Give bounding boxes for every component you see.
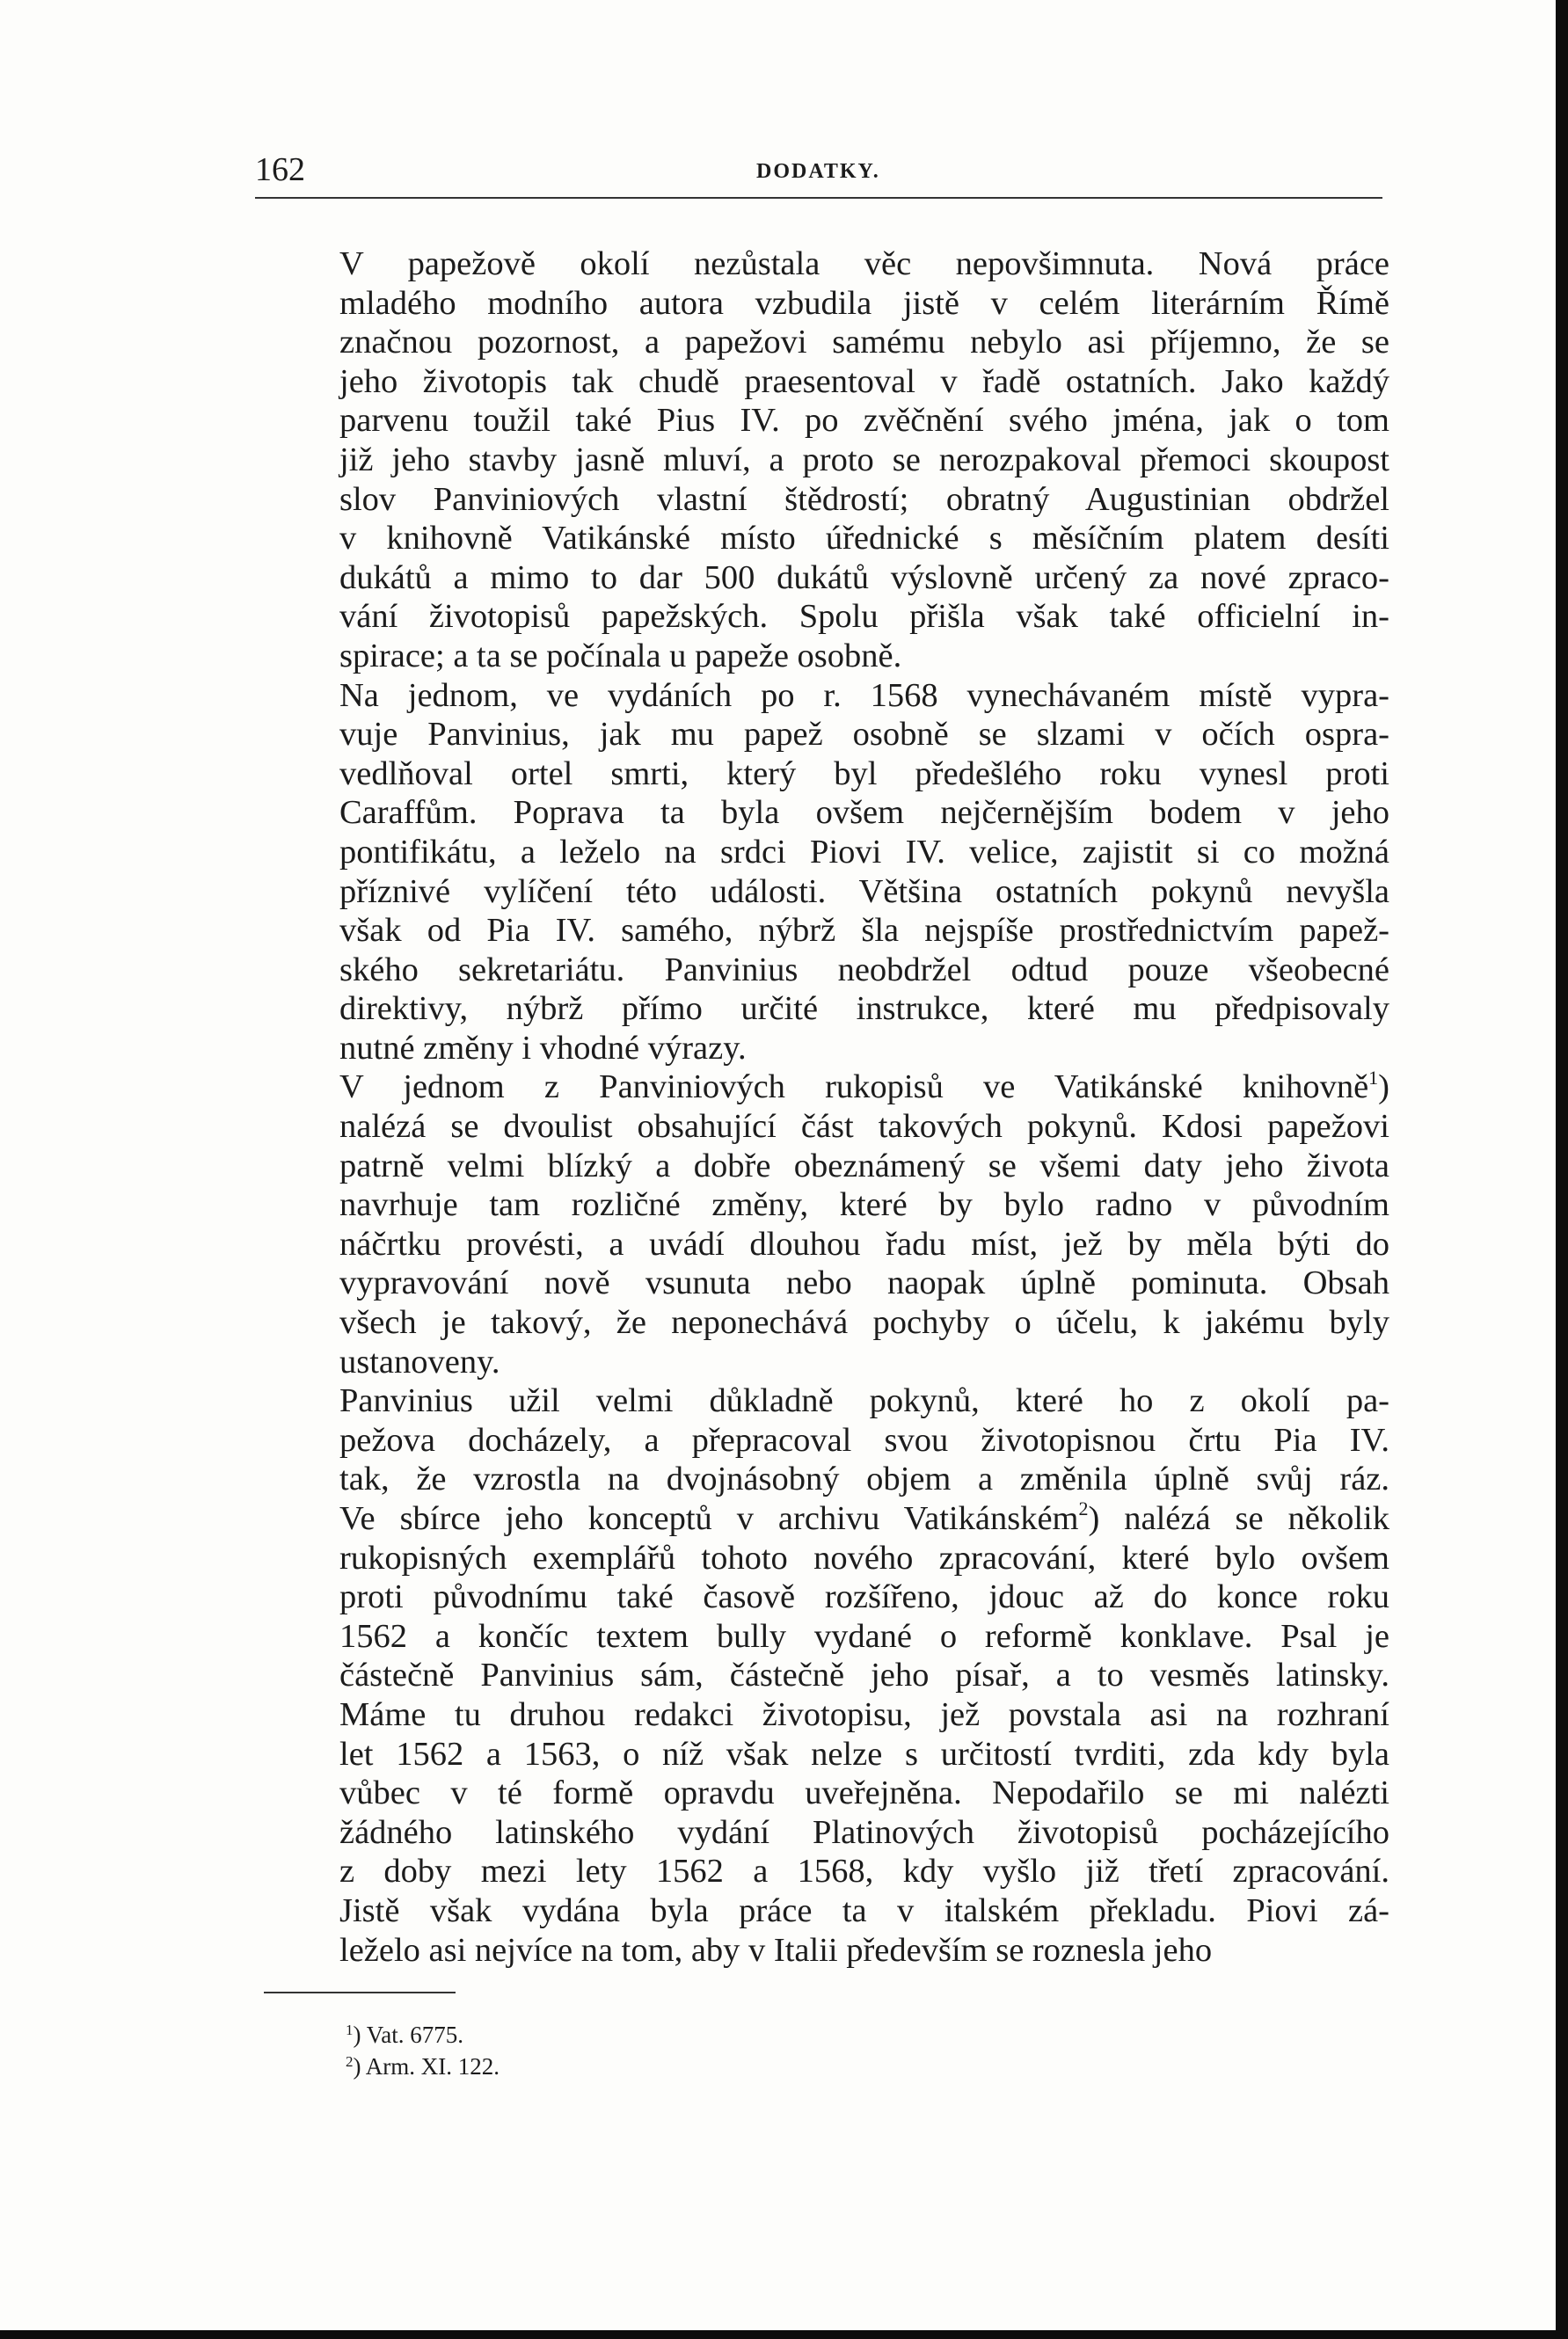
footnote xyxy=(346,2021,500,2052)
text-line: patrně velmi blízký a dobře obeznámený se všemi daty jeho života xyxy=(339,1147,1389,1184)
footnote-reference: 2 xyxy=(1078,1497,1089,1520)
text-line: nalézá se dvoulist obsahující část takových pokynů. Kdosi papežovi xyxy=(339,1108,1389,1146)
footnote-text: ) Vat. 6775. xyxy=(353,2022,463,2048)
text-line: dukátů a mimo to dar 500 dukátů výslovně určený za nové zpraco- xyxy=(339,558,1389,596)
footnote-rule xyxy=(264,1992,456,1993)
body-text xyxy=(262,244,1389,1970)
text-line: Caraffům. Poprava ta byla ovšem nejčernějším bodem v jeho xyxy=(339,794,1389,832)
text-line: parvenu toužil také Pius IV. po zvěčnění svého jména, jak o tom xyxy=(339,402,1389,440)
text-line: nutné změny i vhodné výrazy. xyxy=(339,1029,747,1067)
text-line: vůbec v té formě opravdu uveřejněna. Nepodařilo se mi nalézti xyxy=(339,1774,1389,1812)
text-line: 1562 a končíc textem bully vydané o reformě konklave. Psal je xyxy=(339,1617,1389,1655)
text-line: mladého modního autora vzbudila jistě v celém literárním Římě xyxy=(339,284,1389,322)
text-line: příznivé vylíčení této události. Většina ostatních pokynů nevyšla xyxy=(339,872,1389,910)
footnote-reference: 1 xyxy=(1368,1066,1379,1089)
text-line: V jednom z Panviniových rukopisů ve Vatikánské knihovně$^1$) xyxy=(339,1066,1389,1106)
running-head: DODATKY. xyxy=(756,160,880,183)
text-line: Panvinius užil velmi důkladně pokynů, které ho z okolí pa- xyxy=(339,1382,1389,1420)
footnote-mark: 1 xyxy=(346,2022,354,2038)
paragraph xyxy=(262,1381,1389,1970)
text-line: částečně Panvinius sám, částečně jeho písař, a to vesměs latinsky. xyxy=(339,1657,1389,1694)
text-line: žádného latinského vydání Platinových životopisů pocházejícího xyxy=(339,1813,1389,1851)
footnotes xyxy=(346,2021,500,2084)
paragraph xyxy=(262,244,1389,676)
text-line: ustanoveny. xyxy=(339,1343,500,1381)
text-line: z doby mezi lety 1562 a 1568, kdy vyšlo již třetí zpracování. xyxy=(339,1853,1389,1891)
text-line: pontifikátu, a leželo na srdci Piovi IV. velice, zajistit si co možná xyxy=(339,833,1389,871)
text-line: Jistě však vydána byla práce ta v italském překladu. Piovi zá- xyxy=(339,1891,1389,1929)
text-line: navrhuje tam rozličné změny, které by bylo radno v původním xyxy=(339,1186,1389,1224)
text-line: vání životopisů papežských. Spolu přišla však také officielní in- xyxy=(339,598,1389,636)
text-line: vypravování nově vsunuta nebo naopak úplně pominuta. Obsah xyxy=(339,1264,1389,1302)
text-line: značnou pozornost, a papežovi samému nebylo asi příjemno, že se xyxy=(339,324,1389,361)
footnote-mark: 2 xyxy=(346,2053,354,2070)
text-line: vuje Panvinius, jak mu papež osobně se slzami v očích ospra- xyxy=(339,716,1389,754)
text-line: Ve sbírce jeho konceptů v archivu Vatikánském$^2$) nalézá se několik xyxy=(339,1497,1390,1537)
text-line: tak, že vzrostla na dvojnásobný objem a změnila úplně svůj ráz. xyxy=(339,1461,1389,1498)
footnote-text: ) Arm. XI. 122. xyxy=(353,2053,500,2080)
text-line: již jeho stavby jasně mluví, a proto se nerozpakoval přemoci skoupost xyxy=(339,441,1389,478)
text-line: všech je takový, že neponechává pochyby o účelu, k jakému byly xyxy=(339,1304,1389,1342)
header-rule xyxy=(255,197,1382,199)
scan-edge-bottom xyxy=(0,2330,1568,2339)
text-line: proti původnímu také časově rozšířeno, jdouc až do konce roku xyxy=(339,1578,1389,1616)
text-line: Máme tu druhou redakci životopisu, jež povstala asi na rozhraní xyxy=(339,1695,1389,1733)
text-line: slov Panviniových vlastní štědrostí; obratný Augustinian obdržel xyxy=(339,480,1389,518)
text-line: Na jednom, ve vydáních po r. 1568 vynechávaném místě vypra- xyxy=(339,676,1389,714)
page-number: 162 xyxy=(255,151,305,188)
text-line: jeho životopis tak chudě praesentoval v řadě ostatních. Jako každý xyxy=(339,362,1389,400)
paragraph xyxy=(262,1067,1389,1381)
footnote xyxy=(346,2052,500,2084)
text-line: náčrtku provésti, a uvádí dlouhou řadu míst, jež by měla býti do xyxy=(339,1225,1389,1263)
text-line: leželo asi nejvíce na tom, aby v Italii především se roznesla jeho xyxy=(339,1931,1213,1969)
page-header xyxy=(255,148,1382,200)
text-line: let 1562 a 1563, o níž však nelze s určitostí tvrditi, zda kdy byla xyxy=(339,1735,1389,1773)
text-line: rukopisných exemplářů tohoto nového zpracování, které bylo ovšem xyxy=(339,1539,1389,1577)
text-line: ského sekretariátu. Panvinius neobdržel odtud pouze všeobecné xyxy=(339,951,1389,988)
text-line: spirace; a ta se počínala u papeže osobně. xyxy=(339,637,902,674)
paragraph xyxy=(262,676,1389,1068)
text-line: direktivy, nýbrž přímo určité instrukce, které mu předpisovaly xyxy=(339,990,1389,1028)
text-line: pežova docházely, a přepracoval svou životopisnou črtu Pia IV. xyxy=(339,1421,1389,1459)
text-line: v knihovně Vatikánské místo úřednické s měsíčním platem desíti xyxy=(339,520,1389,557)
text-line: však od Pia IV. samého, nýbrž šla nejspíše prostřednictvím papež- xyxy=(339,912,1389,950)
scan-edge-right xyxy=(1556,0,1568,2339)
text-line: vedlňoval ortel smrti, který byl předešlého roku vynesl proti xyxy=(339,754,1389,792)
text-line: V papežově okolí nezůstala věc nepovšimnuta. Nová práce xyxy=(339,245,1389,282)
